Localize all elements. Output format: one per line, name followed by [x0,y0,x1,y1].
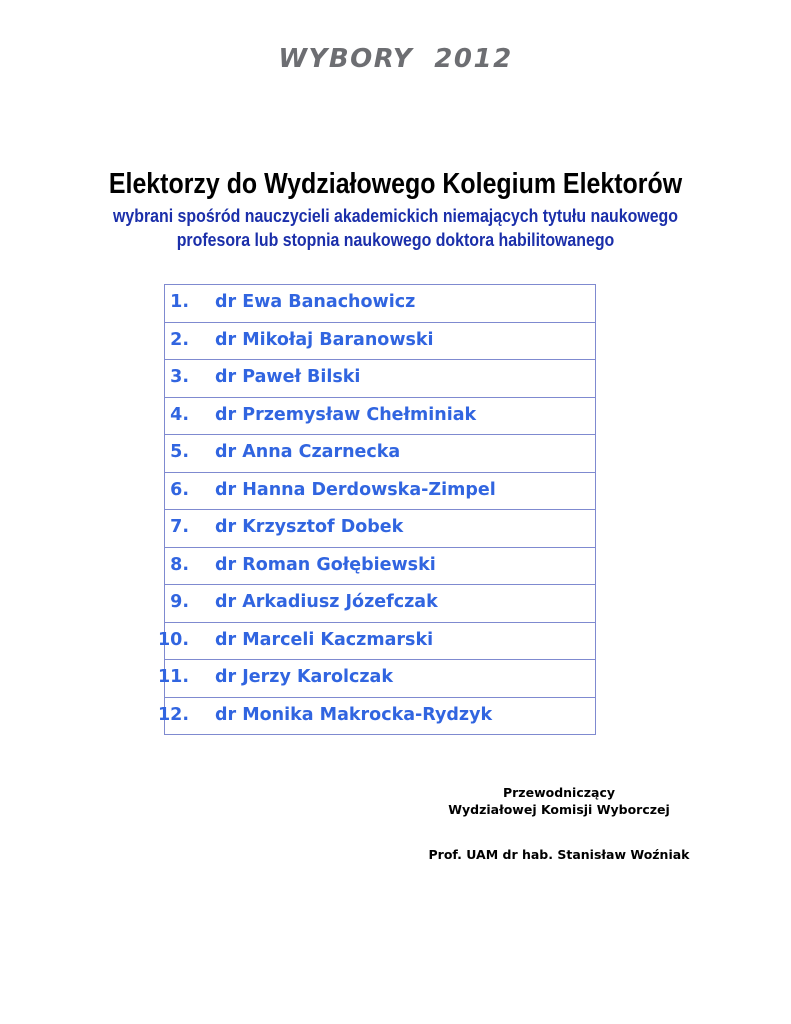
elector-number: 5. [170,442,189,462]
elector-name: dr Hanna Derdowska-Zimpel [215,479,496,500]
table-row [165,510,596,548]
subtitle-line-2: profesora lub stopnia naukowego doktora habilitowanego [176,229,615,250]
signature-name: Prof. UAM dr hab. Stanisław Woźniak [428,847,690,862]
elector-number: 8. [170,554,189,575]
elector-number: 2. [170,329,189,350]
table-cell [165,397,596,435]
elector-number: 12. [157,704,189,725]
table-row [165,472,596,510]
table-row [165,360,596,398]
table-row [165,660,596,698]
elector-name: dr Jerzy Karolczak [215,667,393,687]
table-row [165,435,596,473]
table-row [165,622,596,660]
electors-table [157,284,596,735]
elector-name: dr Paweł Bilski [215,367,361,387]
table-cell [157,697,596,735]
table-row [165,585,596,623]
table-cell [165,435,596,473]
table-cell [157,660,596,698]
header-title: WYBORY 2012 [278,44,513,74]
table-cell [157,622,596,660]
table-row [165,697,596,735]
elector-name: dr Arkadiusz Józefczak [215,592,438,612]
elector-number: 10. [157,629,189,650]
elector-name: dr Marceli Kaczmarski [215,629,434,650]
subtitle-line-1: wybrani spośród nauczycieli akademickich niemających tytułu naukowego [113,205,678,226]
table-row [165,322,596,360]
table-row [165,397,596,435]
elector-number: 1. [170,292,189,312]
elector-name: dr Przemysław Chełminiak [215,404,477,425]
elector-number: 4. [170,404,189,425]
signature-role-line-2: Wydziałowej Komisji Wyborczej [448,802,670,817]
elector-name: dr Anna Czarnecka [215,442,401,462]
table-cell [165,322,596,360]
page-title: Elektorzy do Wydziałowego Kolegium Elektorów [108,168,683,200]
elector-number: 9. [170,592,189,612]
table-cell [165,510,596,548]
signature-role-line-1: Przewodniczący [502,785,616,800]
table-row [165,285,596,323]
table-cell [165,472,596,510]
elector-name: dr Monika Makrocka-Rydzyk [215,704,493,725]
elector-name: dr Roman Gołębiewski [215,554,436,575]
table-cell [165,285,596,323]
table-row [165,547,596,585]
elector-number: 3. [170,367,189,387]
table-cell [165,360,596,398]
elector-name: dr Mikołaj Baranowski [215,329,434,350]
elector-name: dr Krzysztof Dobek [215,517,404,537]
elector-number: 11. [157,667,189,687]
elector-number: 7. [170,517,189,537]
table-cell [165,585,596,623]
elector-number: 6. [170,479,189,500]
elector-name: dr Ewa Banachowicz [215,292,416,312]
table-cell [165,547,596,585]
